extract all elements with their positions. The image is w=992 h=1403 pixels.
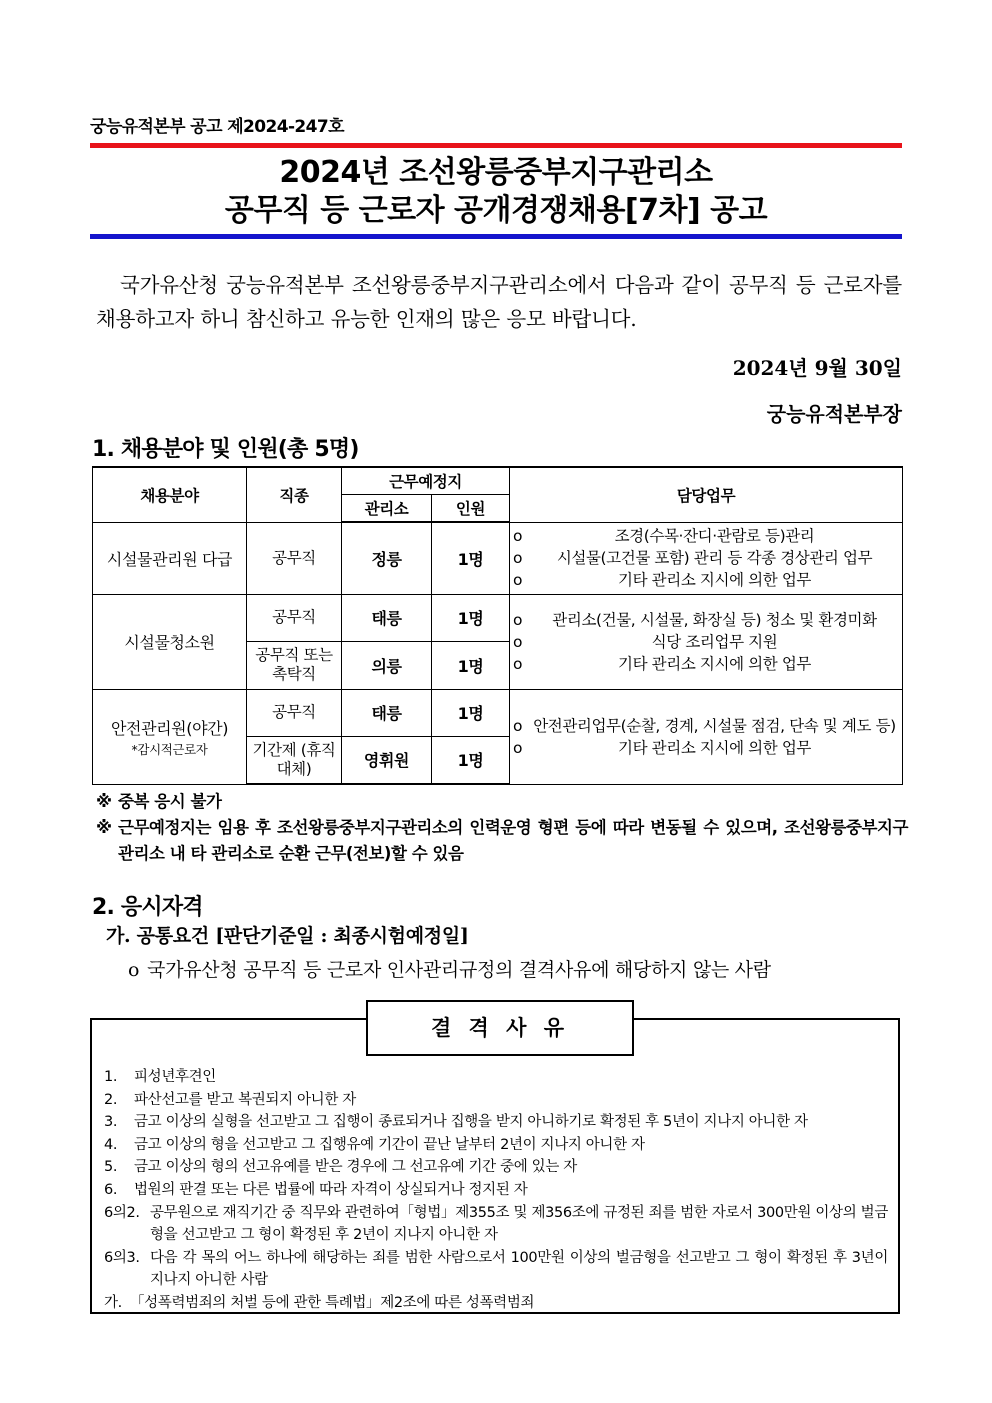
- cell-field: [93, 594, 247, 689]
- cell-jobtype: 공무직: [247, 689, 342, 736]
- duty-line: [513, 525, 899, 547]
- list-item: [104, 1202, 888, 1247]
- recruitment-table: [92, 466, 903, 785]
- cell-count: 1명: [432, 641, 510, 689]
- duty-text: 기타 관리소 지시에 의한 업무: [618, 571, 811, 589]
- item-number: 6의2.: [104, 1204, 140, 1221]
- field-label: 안전관리원(야간): [110, 718, 229, 738]
- item-number: 1.: [104, 1069, 118, 1085]
- cell-jobtype: 공무직: [247, 522, 342, 594]
- item-text: 금고 이상의 형을 선고받고 그 집행유예 기간이 끝난 날부터 2년이 지나지 아니한 자: [134, 1136, 645, 1153]
- intro-paragraph: 국가유산청 궁능유적본부 조선왕릉중부지구관리소에서 다음과 같이 공무직 등 근로자를 채용하고자 하니 참신하고 유능한 인재의 많은 응모 바랍니다.: [96, 273, 902, 331]
- cell-office: 태릉: [342, 594, 432, 641]
- cell-office: 태릉: [342, 689, 432, 736]
- duty-text: 시설물(고건물 포함) 관리 등 각종 경상관리 업무: [556, 549, 873, 567]
- page-title-line-1: 2024년 조선왕릉중부지구관리소: [279, 155, 713, 190]
- table-row: [93, 689, 903, 736]
- disqualification-list: [104, 1066, 888, 1315]
- list-item: [104, 1292, 888, 1315]
- duty-line: [513, 737, 899, 759]
- item-text: 「성폭력범죄의 처벌 등에 관한 특례법」제2조에 따른 성폭력범죄: [130, 1294, 535, 1311]
- item-text: 금고 이상의 형의 선고유예를 받은 경우에 그 선고유예 기간 중에 있는 자: [134, 1159, 577, 1176]
- table-header-row-1: [93, 467, 903, 495]
- list-item: [104, 1179, 888, 1202]
- cell-duty: [510, 689, 903, 784]
- duty-text: 조경(수목·잔디·관람로 등)관리: [614, 527, 815, 545]
- note-item: [96, 789, 908, 815]
- list-item: [104, 1066, 888, 1089]
- item-text: 파산선고를 받고 복권되지 아니한 자: [134, 1091, 356, 1108]
- col-header-count: 인원: [432, 495, 510, 523]
- col-header-workplace: 근무예정지: [342, 467, 510, 495]
- duty-line: [513, 569, 899, 591]
- bullet-text: 국가유산청 공무직 등 근로자 인사관리규정의 결격사유에 해당하지 않는 사람: [147, 959, 771, 981]
- list-item: [104, 1134, 888, 1157]
- duty-line: [513, 653, 899, 675]
- cell-count: 1명: [432, 594, 510, 641]
- cell-jobtype: 공무직 또는 촉탁직: [247, 641, 342, 689]
- item-text: 다음 각 목의 어느 하나에 해당하는 죄를 범한 사람으로서 100만원 이상의 벌금형을 선고받고 그 형이 확정된 후 3년이 지나지 아니한 사람: [150, 1249, 888, 1289]
- list-item: [104, 1247, 888, 1292]
- list-item: [104, 1156, 888, 1179]
- section-2-bullet: [128, 955, 771, 982]
- cell-count: 1명: [432, 689, 510, 736]
- duty-text: 안전관리업무(순찰, 경계, 시설물 점검, 단속 및 계도 등): [533, 716, 896, 735]
- announcement-date: 2024년 9월 30일: [732, 356, 902, 380]
- list-item: [104, 1089, 888, 1112]
- cell-jobtype: 기간제 (휴직대체): [247, 736, 342, 784]
- duty-bullet-icon: o: [513, 716, 523, 735]
- duty-bullet-icon: o: [513, 610, 523, 629]
- col-header-duty: 담당업무: [510, 467, 903, 522]
- table-row: [93, 594, 903, 641]
- duty-bullet-icon: o: [513, 527, 523, 545]
- col-header-field: 채용분야: [93, 467, 247, 522]
- note-item: [96, 815, 908, 867]
- duty-text: 관리소(건물, 시설물, 화장실 등) 청소 및 환경미화: [552, 610, 877, 629]
- cell-duty: [510, 522, 903, 594]
- item-number: 5.: [104, 1159, 118, 1176]
- item-text: 금고 이상의 실형을 선고받고 그 집행이 종료되거나 집행을 받지 아니하기로 확정된 후 5년이 지나지 아니한 자: [134, 1114, 808, 1131]
- cell-field: [93, 689, 247, 784]
- duty-line: [513, 631, 899, 653]
- header-rule-blue: [90, 234, 902, 239]
- duty-text: 기타 관리소 지시에 의한 업무: [618, 738, 811, 757]
- header-rule-red: [90, 143, 902, 148]
- note-marker-icon: ※: [96, 792, 112, 811]
- disqualification-box-title: 결 격 사 유: [366, 1000, 634, 1056]
- table-notes: [96, 789, 908, 867]
- field-label: 시설물관리원 다급: [106, 549, 233, 569]
- item-text: 피성년후견인: [134, 1069, 216, 1085]
- table-head: [93, 467, 903, 522]
- page-title-line-2: 공무직 등 근로자 공개경쟁채용[7차] 공고: [224, 193, 768, 228]
- field-sub-note: *감시적근로자: [131, 741, 208, 757]
- section-2-heading: 2. 응시자격: [92, 895, 203, 920]
- duty-bullet-icon: o: [513, 571, 523, 589]
- item-number: 2.: [104, 1091, 118, 1108]
- cell-office: 정릉: [342, 522, 432, 594]
- duty-text: 기타 관리소 지시에 의한 업무: [618, 654, 811, 673]
- table-body: [93, 522, 903, 784]
- bullet-marker-icon: o: [128, 959, 140, 981]
- duty-line: [513, 609, 899, 631]
- cell-office: 의릉: [342, 641, 432, 689]
- duty-line: [513, 715, 899, 737]
- col-header-office: 관리소: [342, 495, 432, 523]
- cell-duty: [510, 594, 903, 689]
- duty-bullet-icon: o: [513, 654, 523, 673]
- item-number: 3.: [104, 1114, 118, 1131]
- list-item: [104, 1111, 888, 1134]
- section-2-sub-heading: 가. 공통요건 [판단기준일 : 최종시험예정일]: [106, 925, 469, 947]
- document-number: 궁능유적본부 공고 제2024-247호: [90, 117, 344, 137]
- note-text: 중복 응시 불가: [118, 792, 222, 811]
- duty-text: 식당 조리업무 지원: [651, 632, 778, 651]
- duty-bullet-icon: o: [513, 738, 523, 757]
- item-text: 법원의 판결 또는 다른 법률에 따라 자격이 상실되거나 정지된 자: [134, 1181, 528, 1198]
- duty-bullet-icon: o: [513, 632, 523, 651]
- page-title: [90, 154, 902, 230]
- item-text: 공무원으로 재직기간 중 직무와 관련하여「형법」제355조 및 제356조에 규정된 죄를 범한 자로서 300만원 이상의 벌금형을 선고받고 그 형이 확정된 후 2년이 지나지 아니한 자: [150, 1204, 888, 1244]
- cell-count: 1명: [432, 522, 510, 594]
- item-number: 6.: [104, 1181, 118, 1198]
- field-label: 시설물청소원: [124, 633, 215, 652]
- table-row: [93, 522, 903, 594]
- note-text: 근무예정지는 임용 후 조선왕릉중부지구관리소의 인력운영 형편 등에 따라 변동될 수 있으며, 조선왕릉중부지구관리소 내 타 관리소로 순환 근무(전보)할 수 있음: [118, 818, 908, 863]
- section-1-heading: 1. 채용분야 및 인원(총 5명): [92, 437, 359, 462]
- cell-count: 1명: [432, 736, 510, 784]
- item-number: 가.: [104, 1294, 122, 1311]
- cell-field: [93, 522, 247, 594]
- cell-office: 영휘원: [342, 736, 432, 784]
- item-number: 4.: [104, 1136, 118, 1153]
- cell-jobtype: 공무직: [247, 594, 342, 641]
- col-header-jobtype: 직종: [247, 467, 342, 522]
- note-marker-icon: ※: [96, 818, 112, 837]
- duty-line: [513, 547, 899, 569]
- duty-bullet-icon: o: [513, 549, 523, 567]
- item-number: 6의3.: [104, 1249, 140, 1266]
- issuing-organization: 궁능유적본부장: [766, 402, 902, 426]
